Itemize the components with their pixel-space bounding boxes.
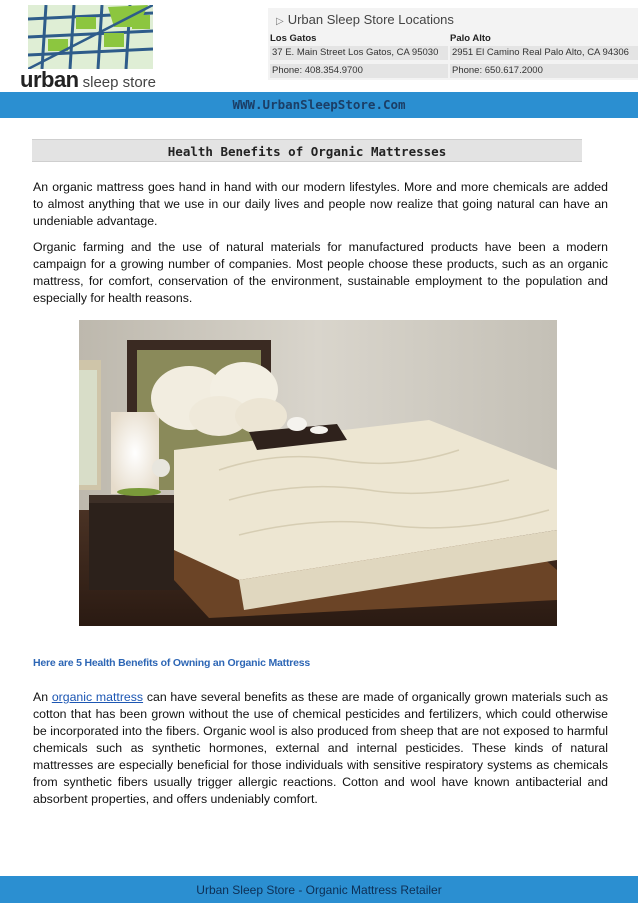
triangle-arrow-icon: ▷: [276, 16, 284, 27]
locations-title: [276, 12, 454, 27]
website-url[interactable]: WWW.UrbanSleepStore.Com: [232, 97, 406, 112]
paragraph-prefix: An: [33, 690, 52, 704]
second-paragraph: Organic farming and the use of natural materials for manufactured products have been a modern campaign for a growing number of companies. Most people choose these products, such as an organic mattress, for comfort, conservation of the environment, sustainable employment to the population and especially for health reasons.: [33, 240, 608, 305]
location-phone[interactable]: Phone: 408.354.9700: [270, 64, 448, 78]
article-title-bar: [32, 139, 582, 162]
logo-wordmark: [20, 69, 156, 94]
location-palo-alto: [450, 32, 638, 78]
location-phone[interactable]: Phone: 650.617.2000: [450, 64, 638, 78]
locations-title-text: Urban Sleep Store Locations: [287, 12, 454, 27]
paragraph-body: can have several benefits as these are made of organically grown materials such as cotton that has been grown without the use of chemical pesticides and fertilizers, which could otherwise be incorporated into the fibers. Organic wool is also produced from sheep that are not exposed to harmful chemicals such as synthetic hormones, external and internal pesticides. These kinds of natural mattresses are especially beneficial for those individuals with sensitive respiratory systems as chemicals from synthetic fibers usually trigger allergic reactions. Cotton and wool have known antibacterial and absorbent properties, and offers undeniably comfort.: [33, 690, 608, 806]
location-city: Palo Alto: [450, 33, 491, 44]
benefits-paragraph: [33, 689, 608, 808]
website-url-bar: [0, 92, 638, 118]
footer-text: Urban Sleep Store - Organic Mattress Retailer: [196, 883, 442, 897]
logo-word: urban: [20, 67, 79, 92]
article-title: Health Benefits of Organic Mattresses: [167, 144, 447, 159]
locations-panel: [268, 8, 638, 80]
page-header: [0, 0, 638, 92]
bed-image: [79, 320, 557, 626]
benefits-subheading: Here are 5 Health Benefits of Owning an Organic Mattress: [33, 657, 311, 669]
intro-paragraph: An organic mattress goes hand in hand with our modern lifestyles. More and more chemicals are added to almost anything that we use in our daily lives and people now realize that going natural can have an undeniable advantage.: [33, 180, 608, 228]
location-city: Los Gatos: [270, 33, 317, 44]
location-address: 37 E. Main Street Los Gatos, CA 95030: [270, 46, 448, 60]
page-footer: [0, 876, 638, 903]
bedroom-photo: [79, 320, 557, 626]
store-logo[interactable]: [8, 5, 170, 92]
logo-subtext: sleep store: [82, 74, 156, 91]
map-grid-logo-icon: [28, 5, 153, 69]
location-address: 2951 El Camino Real Palo Alto, CA 94306: [450, 46, 638, 60]
organic-mattress-link[interactable]: organic mattress: [51, 690, 144, 704]
location-los-gatos: [270, 32, 448, 78]
